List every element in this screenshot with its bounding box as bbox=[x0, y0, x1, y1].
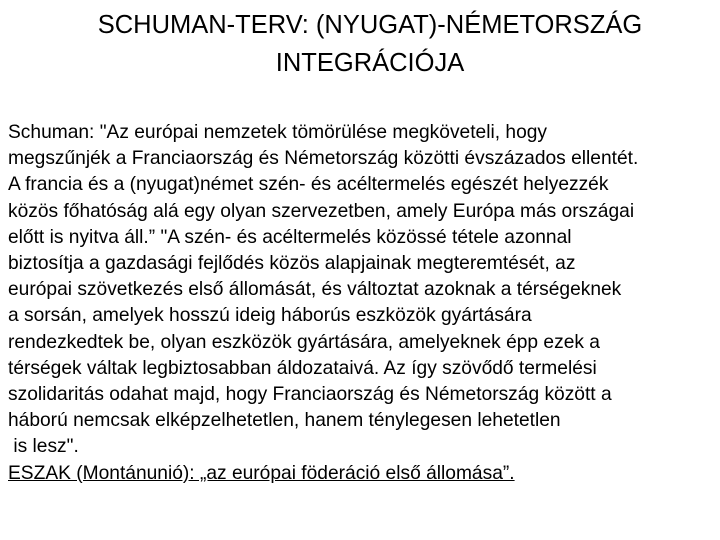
quote-body bbox=[8, 120, 720, 487]
title-line-1: SCHUMAN-TERV: (NYUGAT)-NÉMETORSZÁG bbox=[97, 11, 643, 39]
body-line: közös főhatóság alá egy olyan szervezetben, amely Európa más országai bbox=[8, 200, 635, 222]
body-line: háború nemcsak elképzelhetetlen, hanem ténylegesen lehetetlen bbox=[8, 410, 561, 432]
body-line: európai szövetkezés első állomását, és változtat azoknak a térségeknek bbox=[8, 279, 622, 301]
body-line: megszűnjék a Franciaország és Németország közötti évszázados ellentét. bbox=[8, 148, 639, 170]
title-line-2: INTEGRÁCIÓJA bbox=[275, 49, 465, 77]
body-line: is lesz". bbox=[8, 436, 79, 458]
slide-title bbox=[20, 6, 720, 82]
body-line: szolidaritás odahat majd, hogy Franciaország és Németország között a bbox=[8, 384, 612, 406]
footer-line: ESZAK (Montánunió): „az európai föderáció első állomása”. bbox=[8, 462, 515, 484]
body-line: térségek váltak legbiztosabban áldozataivá. Az így szövődő termelési bbox=[8, 357, 597, 379]
body-line: a sorsán, amelyek hosszú ideig háborús eszközök gyártására bbox=[8, 305, 532, 327]
body-line: Schuman: "Az európai nemzetek tömörülése megköveteli, hogy bbox=[8, 122, 548, 143]
body-line: rendezkedtek be, olyan eszközök gyártására, amelyeknek épp ezek a bbox=[8, 331, 600, 353]
body-line: előtt is nyitva áll.” "A szén- és acéltermelés közössé tétele azonnal bbox=[8, 226, 572, 248]
body-line: A francia és a (nyugat)német szén- és acéltermelés egészét helyezzék bbox=[8, 174, 609, 196]
body-line: biztosítja a gazdasági fejlődés közös alapjainak megteremtését, az bbox=[8, 253, 576, 275]
